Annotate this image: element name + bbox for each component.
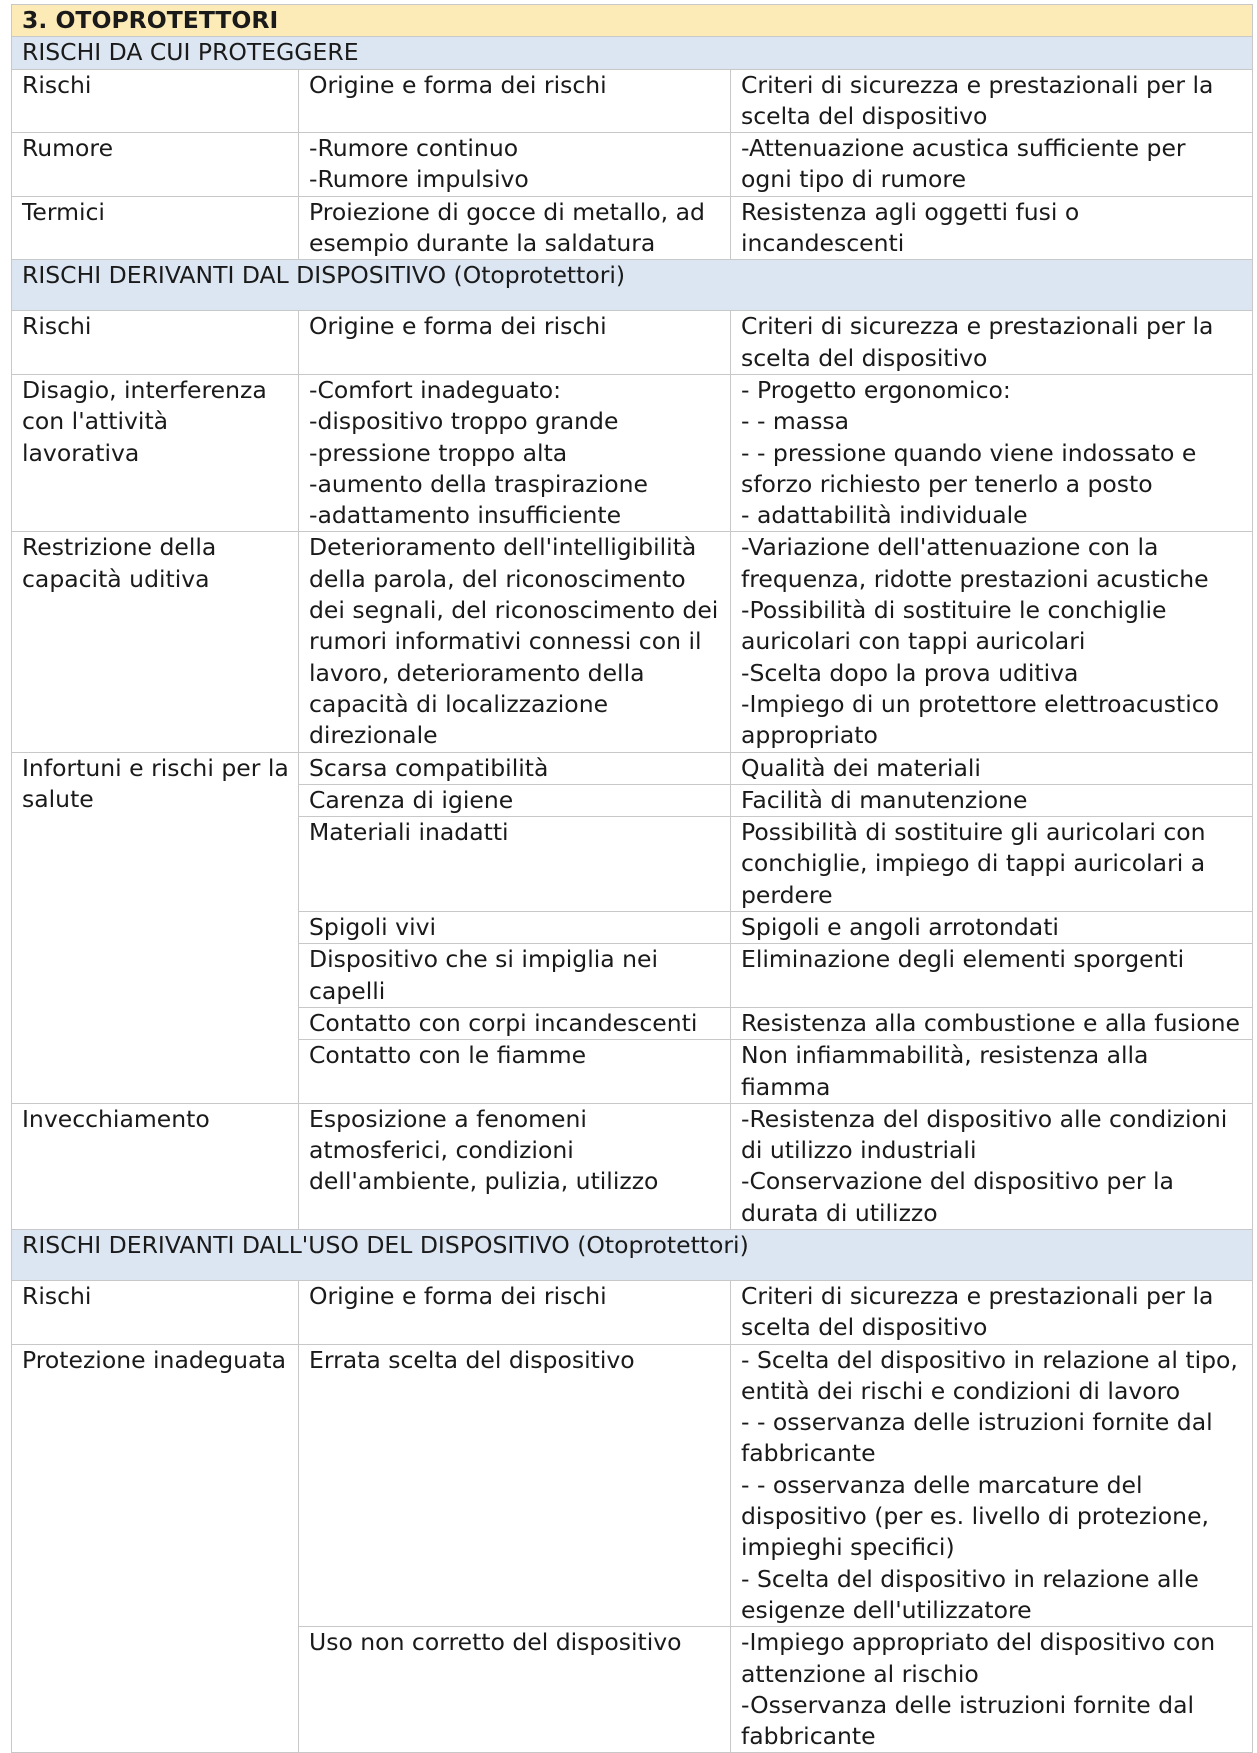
criteria-cell: -Variazione dell'attenuazione con la frequenza, ridotte prestazioni acustiche -Possibilità di sostituire le conchiglie auricolari con tappi auricolari -Scelta dopo la prova uditiva -Impiego di un protettore elettroacustico appropriato [731, 532, 1253, 752]
criteria-cell: -Attenuazione acustica sufficiente per ogni tipo di rumore [731, 133, 1253, 197]
risk-cell-group: Infortuni e rischi per la salute [12, 752, 299, 1103]
origin-cell: Dispositivo che si impiglia nei capelli [299, 944, 731, 1008]
table-row [12, 196, 1253, 260]
risk-cell-group: Protezione inadeguata [12, 1344, 299, 1753]
criteria-cell: Resistenza alla combustione e alla fusione [731, 1007, 1253, 1039]
risk-cell: Termici [12, 196, 299, 260]
criteria-cell: Possibilità di sostituire gli auricolari con conchiglie, impiego di tappi auricolari a perdere [731, 817, 1253, 912]
header-cell-origin: Origine e forma dei rischi [299, 311, 731, 375]
section-heading-row [12, 260, 1253, 311]
section-heading: RISCHI DERIVANTI DALL'USO DEL DISPOSITIVO (Otoprotettori) [12, 1229, 1253, 1280]
origin-cell: Esposizione a fenomeni atmosferici, condizioni dell'ambiente, pulizia, utilizzo [299, 1103, 731, 1229]
origin-cell: Errata scelta del dispositivo [299, 1344, 731, 1627]
origin-cell: Carenza di igiene [299, 784, 731, 816]
criteria-cell: Eliminazione degli elementi sporgenti [731, 944, 1253, 1008]
origin-cell: -Comfort inadeguato: -dispositivo troppo grande -pressione troppo alta -aumento della traspirazione -adattamento insufficiente [299, 374, 731, 531]
criteria-cell: Facilità di manutenzione [731, 784, 1253, 816]
title-row [12, 5, 1253, 37]
risk-cell: Rumore [12, 133, 299, 197]
table-row [12, 532, 1253, 752]
header-cell-criteria: Criteri di sicurezza e prestazionali per la scelta del dispositivo [731, 69, 1253, 133]
table-row [12, 133, 1253, 197]
criteria-cell: -Resistenza del dispositivo alle condizioni di utilizzo industriali -Conservazione del dispositivo per la durata di utilizzo [731, 1103, 1253, 1229]
header-cell-criteria: Criteri di sicurezza e prestazionali per la scelta del dispositivo [731, 311, 1253, 375]
criteria-cell: - Scelta del dispositivo in relazione al tipo, entità dei rischi e condizioni di lavoro - - osservanza delle istruzioni fornite dal fabbricante - - osservanza delle marcature del dispositivo (per es. livello di protezione, impieghi specifici) - Scelta del dispositivo in relazione alle esigenze dell'utilizzatore [731, 1344, 1253, 1627]
document-title: 3. OTOPROTETTORI [12, 5, 1253, 37]
origin-cell: Proiezione di gocce di metallo, ad esempio durante la saldatura [299, 196, 731, 260]
risk-cell: Disagio, interferenza con l'attività lavorativa [12, 374, 299, 531]
section-heading: RISCHI DA CUI PROTEGGERE [12, 37, 1253, 69]
header-cell-risk: Rischi [12, 69, 299, 133]
origin-cell: Contatto con le fiamme [299, 1040, 731, 1104]
table-row [12, 752, 1253, 784]
table-row [12, 1103, 1253, 1229]
origin-cell: Spigoli vivi [299, 912, 731, 944]
header-cell-criteria: Criteri di sicurezza e prestazionali per la scelta del dispositivo [731, 1280, 1253, 1344]
origin-cell: Materiali inadatti [299, 817, 731, 912]
header-cell-risk: Rischi [12, 311, 299, 375]
criteria-cell: -Impiego appropriato del dispositivo con attenzione al rischio -Osservanza delle istruzioni fornite dal fabbricante [731, 1627, 1253, 1753]
header-cell-risk: Rischi [12, 1280, 299, 1344]
otoprotettori-table [11, 4, 1253, 1753]
origin-cell: Uso non corretto del dispositivo [299, 1627, 731, 1753]
origin-cell: Deterioramento dell'intelligibilità della parola, del riconoscimento dei segnali, del riconoscimento dei rumori informativi connessi con il lavoro, deterioramento della capacità di localizzazione direzionale [299, 532, 731, 752]
criteria-cell: Resistenza agli oggetti fusi o incandescenti [731, 196, 1253, 260]
table-header-row [12, 69, 1253, 133]
header-cell-origin: Origine e forma dei rischi [299, 1280, 731, 1344]
risk-cell: Invecchiamento [12, 1103, 299, 1229]
criteria-cell: Non infiammabilità, resistenza alla fiamma [731, 1040, 1253, 1104]
section-heading-row [12, 37, 1253, 69]
table-header-row [12, 311, 1253, 375]
origin-cell: -Rumore continuo -Rumore impulsivo [299, 133, 731, 197]
criteria-cell: - Progetto ergonomico: - - massa - - pressione quando viene indossato e sforzo richiesto per tenerlo a posto - adattabilità individuale [731, 374, 1253, 531]
table-row [12, 374, 1253, 531]
criteria-cell: Spigoli e angoli arrotondati [731, 912, 1253, 944]
table-header-row [12, 1280, 1253, 1344]
origin-cell: Scarsa compatibilità [299, 752, 731, 784]
criteria-cell: Qualità dei materiali [731, 752, 1253, 784]
header-cell-origin: Origine e forma dei rischi [299, 69, 731, 133]
table-row [12, 1344, 1253, 1627]
section-heading-row [12, 1229, 1253, 1280]
section-heading: RISCHI DERIVANTI DAL DISPOSITIVO (Otoprotettori) [12, 260, 1253, 311]
origin-cell: Contatto con corpi incandescenti [299, 1007, 731, 1039]
risk-cell: Restrizione della capacità uditiva [12, 532, 299, 752]
